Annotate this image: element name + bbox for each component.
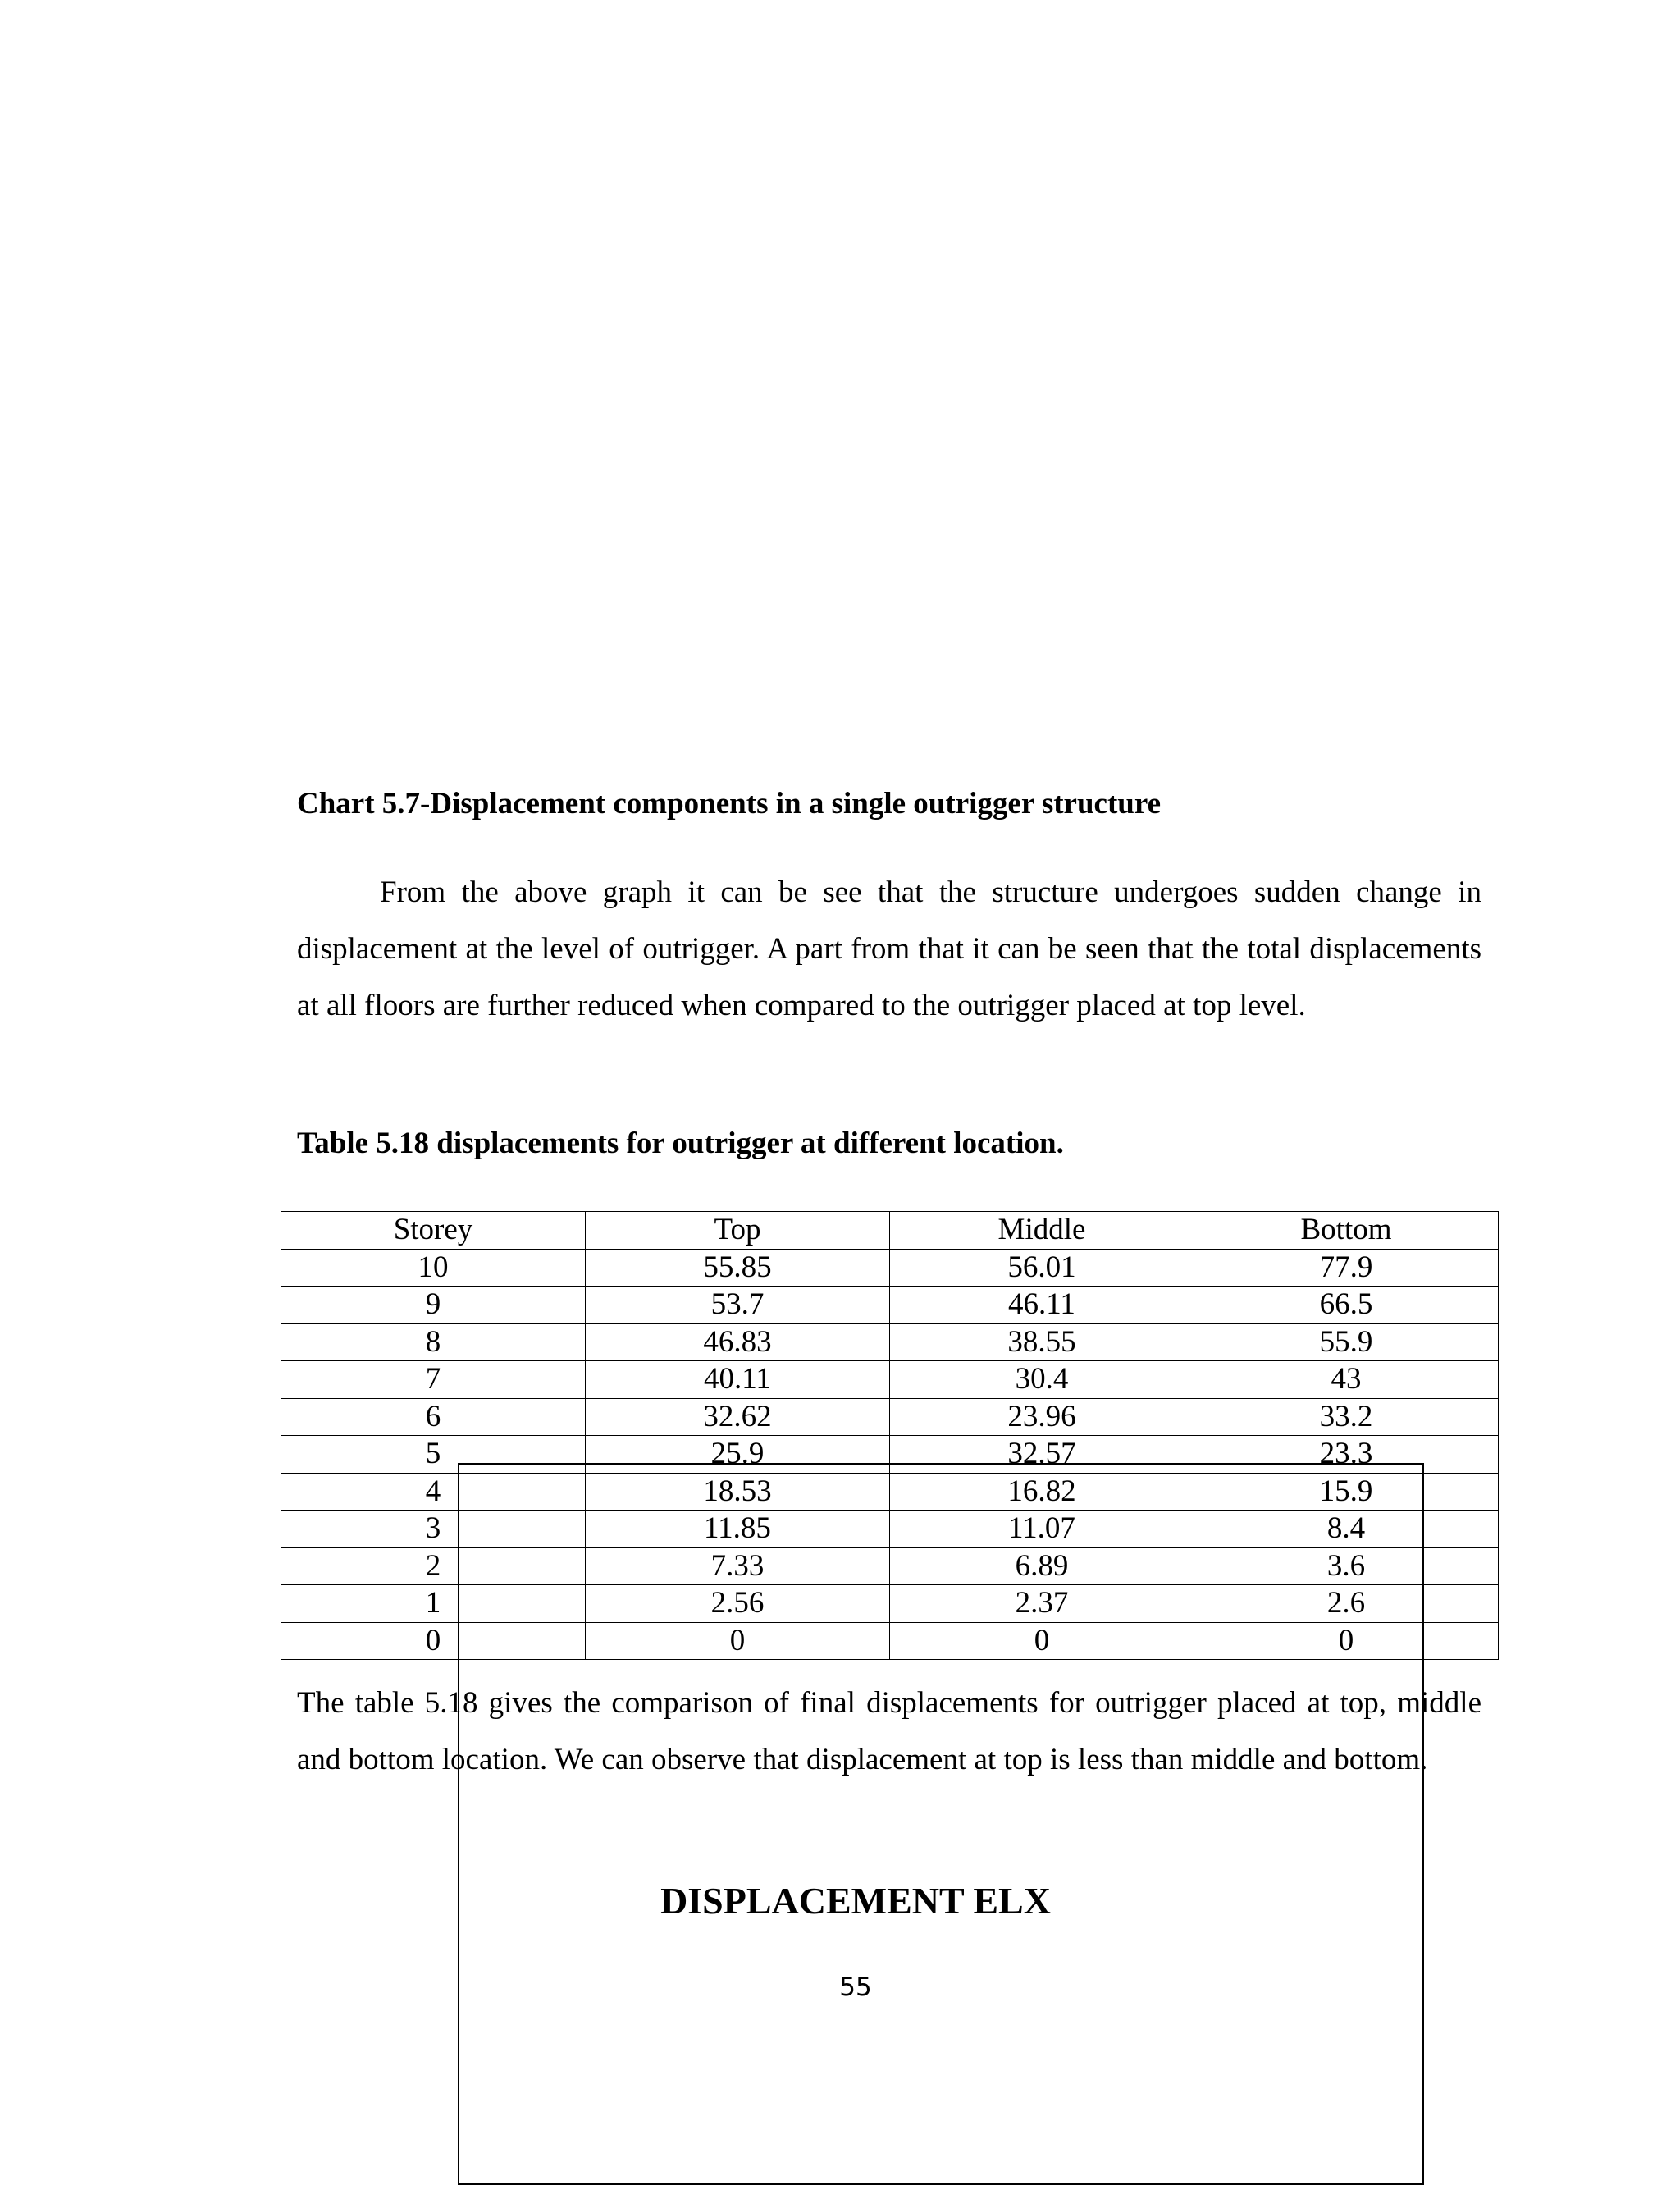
- paragraph-table-comparison: The table 5.18 gives the comparison of final displacements for outrigger placed at top, middle and bottom location. We can observe that displacement at top is less than middle and bottom.: [297, 1686, 1481, 1776]
- cell-top: 32.62: [586, 1398, 890, 1436]
- cell-storey: 10: [281, 1249, 586, 1287]
- cell-middle: 30.4: [890, 1361, 1194, 1399]
- cell-middle: 0: [890, 1622, 1194, 1660]
- cell-top: 46.83: [586, 1323, 890, 1361]
- cell-middle: 32.57: [890, 1436, 1194, 1474]
- cell-middle: 2.37: [890, 1585, 1194, 1623]
- cell-middle: 16.82: [890, 1473, 1194, 1511]
- cell-middle: 38.55: [890, 1323, 1194, 1361]
- cell-top: 0: [586, 1622, 890, 1660]
- cell-storey: 7: [281, 1361, 586, 1399]
- cell-bottom: 3.6: [1194, 1547, 1499, 1585]
- cell-bottom: 2.6: [1194, 1585, 1499, 1623]
- cell-storey: 8: [281, 1323, 586, 1361]
- cell-bottom: 23.3: [1194, 1436, 1499, 1474]
- table-row: [281, 1323, 1499, 1361]
- cell-middle: 23.96: [890, 1398, 1194, 1436]
- table-row: [281, 1361, 1499, 1399]
- cell-top: 11.85: [586, 1511, 890, 1548]
- cell-top: 2.56: [586, 1585, 890, 1623]
- cell-top: 25.9: [586, 1436, 890, 1474]
- page-number-text: 55: [839, 1972, 872, 2002]
- table-caption: Table 5.18 displacements for outrigger at different location.: [297, 1127, 1064, 1160]
- cell-storey: 2: [281, 1547, 586, 1585]
- cell-top: 40.11: [586, 1361, 890, 1399]
- cell-top: 18.53: [586, 1473, 890, 1511]
- table-row: [281, 1398, 1499, 1436]
- chart-title: [0, 1879, 1680, 1922]
- cell-bottom: 43: [1194, 1361, 1499, 1399]
- cell-bottom: 0: [1194, 1622, 1499, 1660]
- cell-bottom: 15.9: [1194, 1473, 1499, 1511]
- cell-bottom: 66.5: [1194, 1287, 1499, 1324]
- header-storey: Storey: [281, 1212, 586, 1250]
- cell-top: 7.33: [586, 1547, 890, 1585]
- cell-storey: 0: [281, 1622, 586, 1660]
- cell-bottom: 8.4: [1194, 1511, 1499, 1548]
- header-bottom: Bottom: [1194, 1212, 1499, 1250]
- cell-storey: 1: [281, 1585, 586, 1623]
- page-number: [0, 1972, 1680, 2002]
- chart-title-text: DISPLACEMENT ELX: [660, 1880, 1051, 1922]
- cell-storey: 3: [281, 1511, 586, 1548]
- cell-storey: 9: [281, 1287, 586, 1324]
- chart-caption: Chart 5.7-Displacement components in a single outrigger structure: [297, 787, 1162, 821]
- cell-middle: 56.01: [890, 1249, 1194, 1287]
- header-middle: Middle: [890, 1212, 1194, 1250]
- header-top: Top: [586, 1212, 890, 1250]
- cell-storey: 6: [281, 1398, 586, 1436]
- cell-top: 53.7: [586, 1287, 890, 1324]
- cell-storey: 5: [281, 1436, 586, 1474]
- cell-middle: 11.07: [890, 1511, 1194, 1548]
- chart-frame: [458, 1463, 1424, 2185]
- table-row: [281, 1249, 1499, 1287]
- cell-middle: 46.11: [890, 1287, 1194, 1324]
- cell-middle: 6.89: [890, 1547, 1194, 1585]
- cell-storey: 4: [281, 1473, 586, 1511]
- cell-bottom: 77.9: [1194, 1249, 1499, 1287]
- cell-bottom: 33.2: [1194, 1398, 1499, 1436]
- table-row: [281, 1287, 1499, 1324]
- table-header-row: [281, 1212, 1499, 1250]
- cell-top: 55.85: [586, 1249, 890, 1287]
- cell-bottom: 55.9: [1194, 1323, 1499, 1361]
- paragraph-intro: From the above graph it can be see that the structure undergoes sudden change in displacement at the level of outrigger. A part from that it can be seen that the total displacements at all floors are further reduced when compared to the outrigger placed at top level.: [297, 875, 1481, 1022]
